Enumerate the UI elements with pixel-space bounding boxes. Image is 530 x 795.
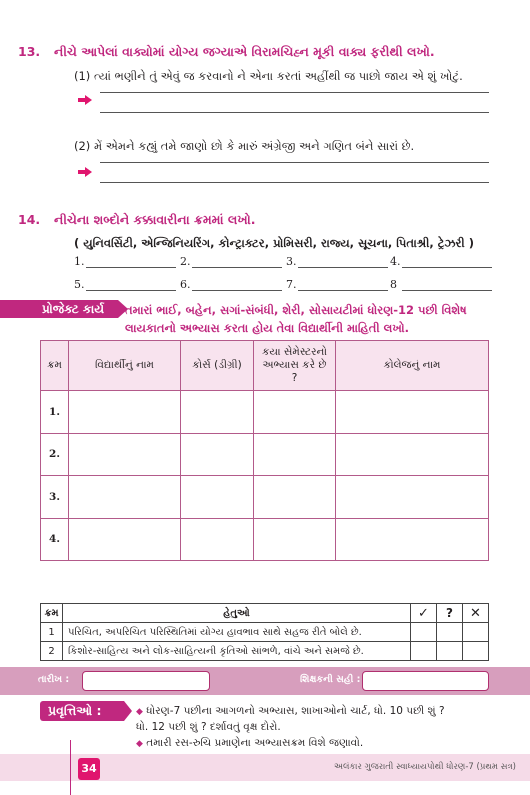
blank-label: 6. — [180, 278, 191, 291]
cross-icon: ✕ — [463, 604, 489, 623]
eval-cross-cell[interactable] — [463, 642, 489, 661]
project-instructions — [125, 301, 525, 337]
signature-band — [0, 667, 530, 695]
q13-number: 13. — [18, 44, 41, 59]
evaluation-header — [41, 604, 489, 623]
blank-label: 8 — [390, 278, 397, 291]
cell-input[interactable] — [69, 433, 181, 476]
col-college-name: કોલેજનું નામ — [336, 341, 489, 391]
date-field[interactable] — [82, 671, 210, 691]
q13-title: નીચે આપેલાં વાક્યોમાં યોગ્ય જગ્યાએ વિરામચિહ્ન મૂકી વાક્ય ફરીથી લખો. — [54, 44, 435, 59]
eval-question-cell[interactable] — [437, 623, 463, 642]
eval-row-number: 2 — [41, 642, 63, 661]
eval-question-cell[interactable] — [437, 642, 463, 661]
q14-blanks — [74, 255, 484, 275]
margin-line — [70, 740, 71, 795]
blank-6[interactable] — [180, 278, 191, 291]
eval-col-objectives: હેતુઓ — [63, 604, 411, 623]
q14-number: 14. — [18, 212, 41, 227]
date-label: તારીખ : — [38, 674, 70, 685]
cell-input[interactable] — [254, 476, 336, 519]
activities-tag: પ્રવૃત્તિઓ : — [40, 701, 124, 721]
table-row — [41, 391, 489, 434]
project-line-2: લાયકાતનો અભ્યાસ કરતા હોય તેવા વિદ્યાર્થીની માહિતી લખો. — [125, 321, 410, 335]
row-number: 4. — [41, 518, 69, 561]
eval-col-serial: ક્રમ — [41, 604, 63, 623]
blank-label: 7. — [286, 278, 297, 291]
cell-input[interactable] — [181, 433, 254, 476]
activity-1 — [136, 705, 445, 718]
arrow-icon — [78, 95, 92, 105]
q14-title: નીચેના શબ્દોને કક્કાવારીના ક્રમમાં લખો. — [54, 212, 256, 227]
cell-input[interactable] — [181, 391, 254, 434]
eval-row-number: 1 — [41, 623, 63, 642]
cell-input[interactable] — [69, 518, 181, 561]
activity-2-text: તમારી રસ-રુચિ પ્રમાણેના અભ્યાસક્રમ વિશે જણાવો. — [146, 737, 364, 749]
page-number: 34 — [78, 758, 100, 780]
eval-check-cell[interactable] — [411, 642, 437, 661]
col-course: કોર્સ (ડીગ્રી) — [181, 341, 254, 391]
cell-input[interactable] — [336, 476, 489, 519]
activity-1-text: ધોરણ-7 પછીના આગળનો અભ્યાસ, શાખાઓનો ચાર્ટ, ધો. 10 પછી શું ? — [146, 705, 445, 717]
teacher-signature-label: શિક્ષકની સહી : — [300, 674, 361, 685]
blank-8[interactable] — [390, 278, 397, 291]
project-table-header — [41, 341, 489, 391]
blank-7[interactable] — [286, 278, 297, 291]
eval-objective: કિશોર-સાહિત્ય અને લોક-સાહિત્યની કૃતિઓ સાંભળે, વાંચે અને સમજે છે. — [63, 642, 411, 661]
blank-1[interactable] — [74, 255, 85, 268]
blank-5[interactable] — [74, 278, 85, 291]
answer-line[interactable] — [100, 182, 489, 183]
cell-input[interactable] — [181, 518, 254, 561]
blank-label: 2. — [180, 255, 191, 268]
project-line-1: તમારાં ભાઈ, બહેન, સગાં-સંબંધી, શેરી, સોસાયટીમાં ધોરણ-12 પછી વિશેષ — [125, 303, 467, 317]
q13-heading — [18, 44, 435, 60]
table-row — [41, 433, 489, 476]
activity-1-cont: ધો. 12 પછી શું ? દર્શાવતું વૃક્ષ દોરો. — [136, 721, 281, 733]
cell-input[interactable] — [336, 518, 489, 561]
blank-label: 4. — [390, 255, 401, 268]
col-semester: કયા સેમેસ્ટરનો અભ્યાસ કરે છે ? — [254, 341, 336, 391]
eval-cross-cell[interactable] — [463, 623, 489, 642]
cell-input[interactable] — [336, 391, 489, 434]
row-number: 1. — [41, 391, 69, 434]
evaluation-table — [40, 603, 489, 661]
cell-input[interactable] — [336, 433, 489, 476]
table-row — [41, 623, 489, 642]
q13-item-2: (2) મેં એમને કહ્યું તમે જાણો છો કે મારું અંગ્રેજી અને ગણિત બંને સારાં છે. — [74, 139, 415, 153]
book-title: અલંકાર ગુજરાતી સ્વાધ્યાયપોથી ધોરણ-7 (પ્રથમ સત્ર) — [333, 762, 516, 772]
q14-blanks-2 — [74, 278, 484, 298]
blank-label: 5. — [74, 278, 85, 291]
table-row — [41, 642, 489, 661]
col-serial: ક્રમ — [41, 341, 69, 391]
answer-line[interactable] — [100, 162, 489, 163]
col-student-name: વિદ્યાર્થીનું નામ — [69, 341, 181, 391]
eval-check-cell[interactable] — [411, 623, 437, 642]
blank-label: 3. — [286, 255, 297, 268]
cell-input[interactable] — [69, 391, 181, 434]
cell-input[interactable] — [181, 476, 254, 519]
answer-line[interactable] — [100, 92, 489, 93]
row-number: 2. — [41, 433, 69, 476]
teacher-signature-field[interactable] — [362, 671, 489, 691]
eval-objective: પરિચિત, અપરિચિત પરિસ્થિતિમાં યોગ્ય હાવભાવ સાથે સહજ રીતે બોલે છે. — [63, 623, 411, 642]
cell-input[interactable] — [254, 518, 336, 561]
activity-2 — [136, 737, 363, 750]
project-tag: પ્રોજેક્ટ કાર્ય — [0, 300, 118, 318]
row-number: 3. — [41, 476, 69, 519]
blank-3[interactable] — [286, 255, 297, 268]
table-row — [41, 518, 489, 561]
q14-word-list: ( યુનિવર્સિટી, એન્જિનિયરિંગ, કોન્ટ્રાક્ટર, પ્રોમિસરી, રાજ્ય, સૂચના, પિતાશ્રી, ટ્રેઝરી ) — [74, 236, 474, 250]
check-icon: ✓ — [411, 604, 437, 623]
diamond-bullet-icon: ◆ — [136, 707, 143, 717]
blank-label: 1. — [74, 255, 85, 268]
blank-2[interactable] — [180, 255, 191, 268]
q13-item-1: (1) ત્યાં ભણીને તું એવું જ કરવાનો ને એના કરતાં અહીંથી જ પાછો જાય એ શું ખોટું. — [74, 69, 463, 83]
answer-line[interactable] — [100, 112, 489, 113]
table-row — [41, 476, 489, 519]
cell-input[interactable] — [254, 433, 336, 476]
diamond-bullet-icon: ◆ — [136, 739, 143, 749]
question-icon: ? — [437, 604, 463, 623]
cell-input[interactable] — [69, 476, 181, 519]
arrow-icon — [78, 167, 92, 177]
project-table — [40, 340, 489, 561]
q14-heading — [18, 212, 255, 228]
cell-input[interactable] — [254, 391, 336, 434]
blank-4[interactable] — [390, 255, 401, 268]
